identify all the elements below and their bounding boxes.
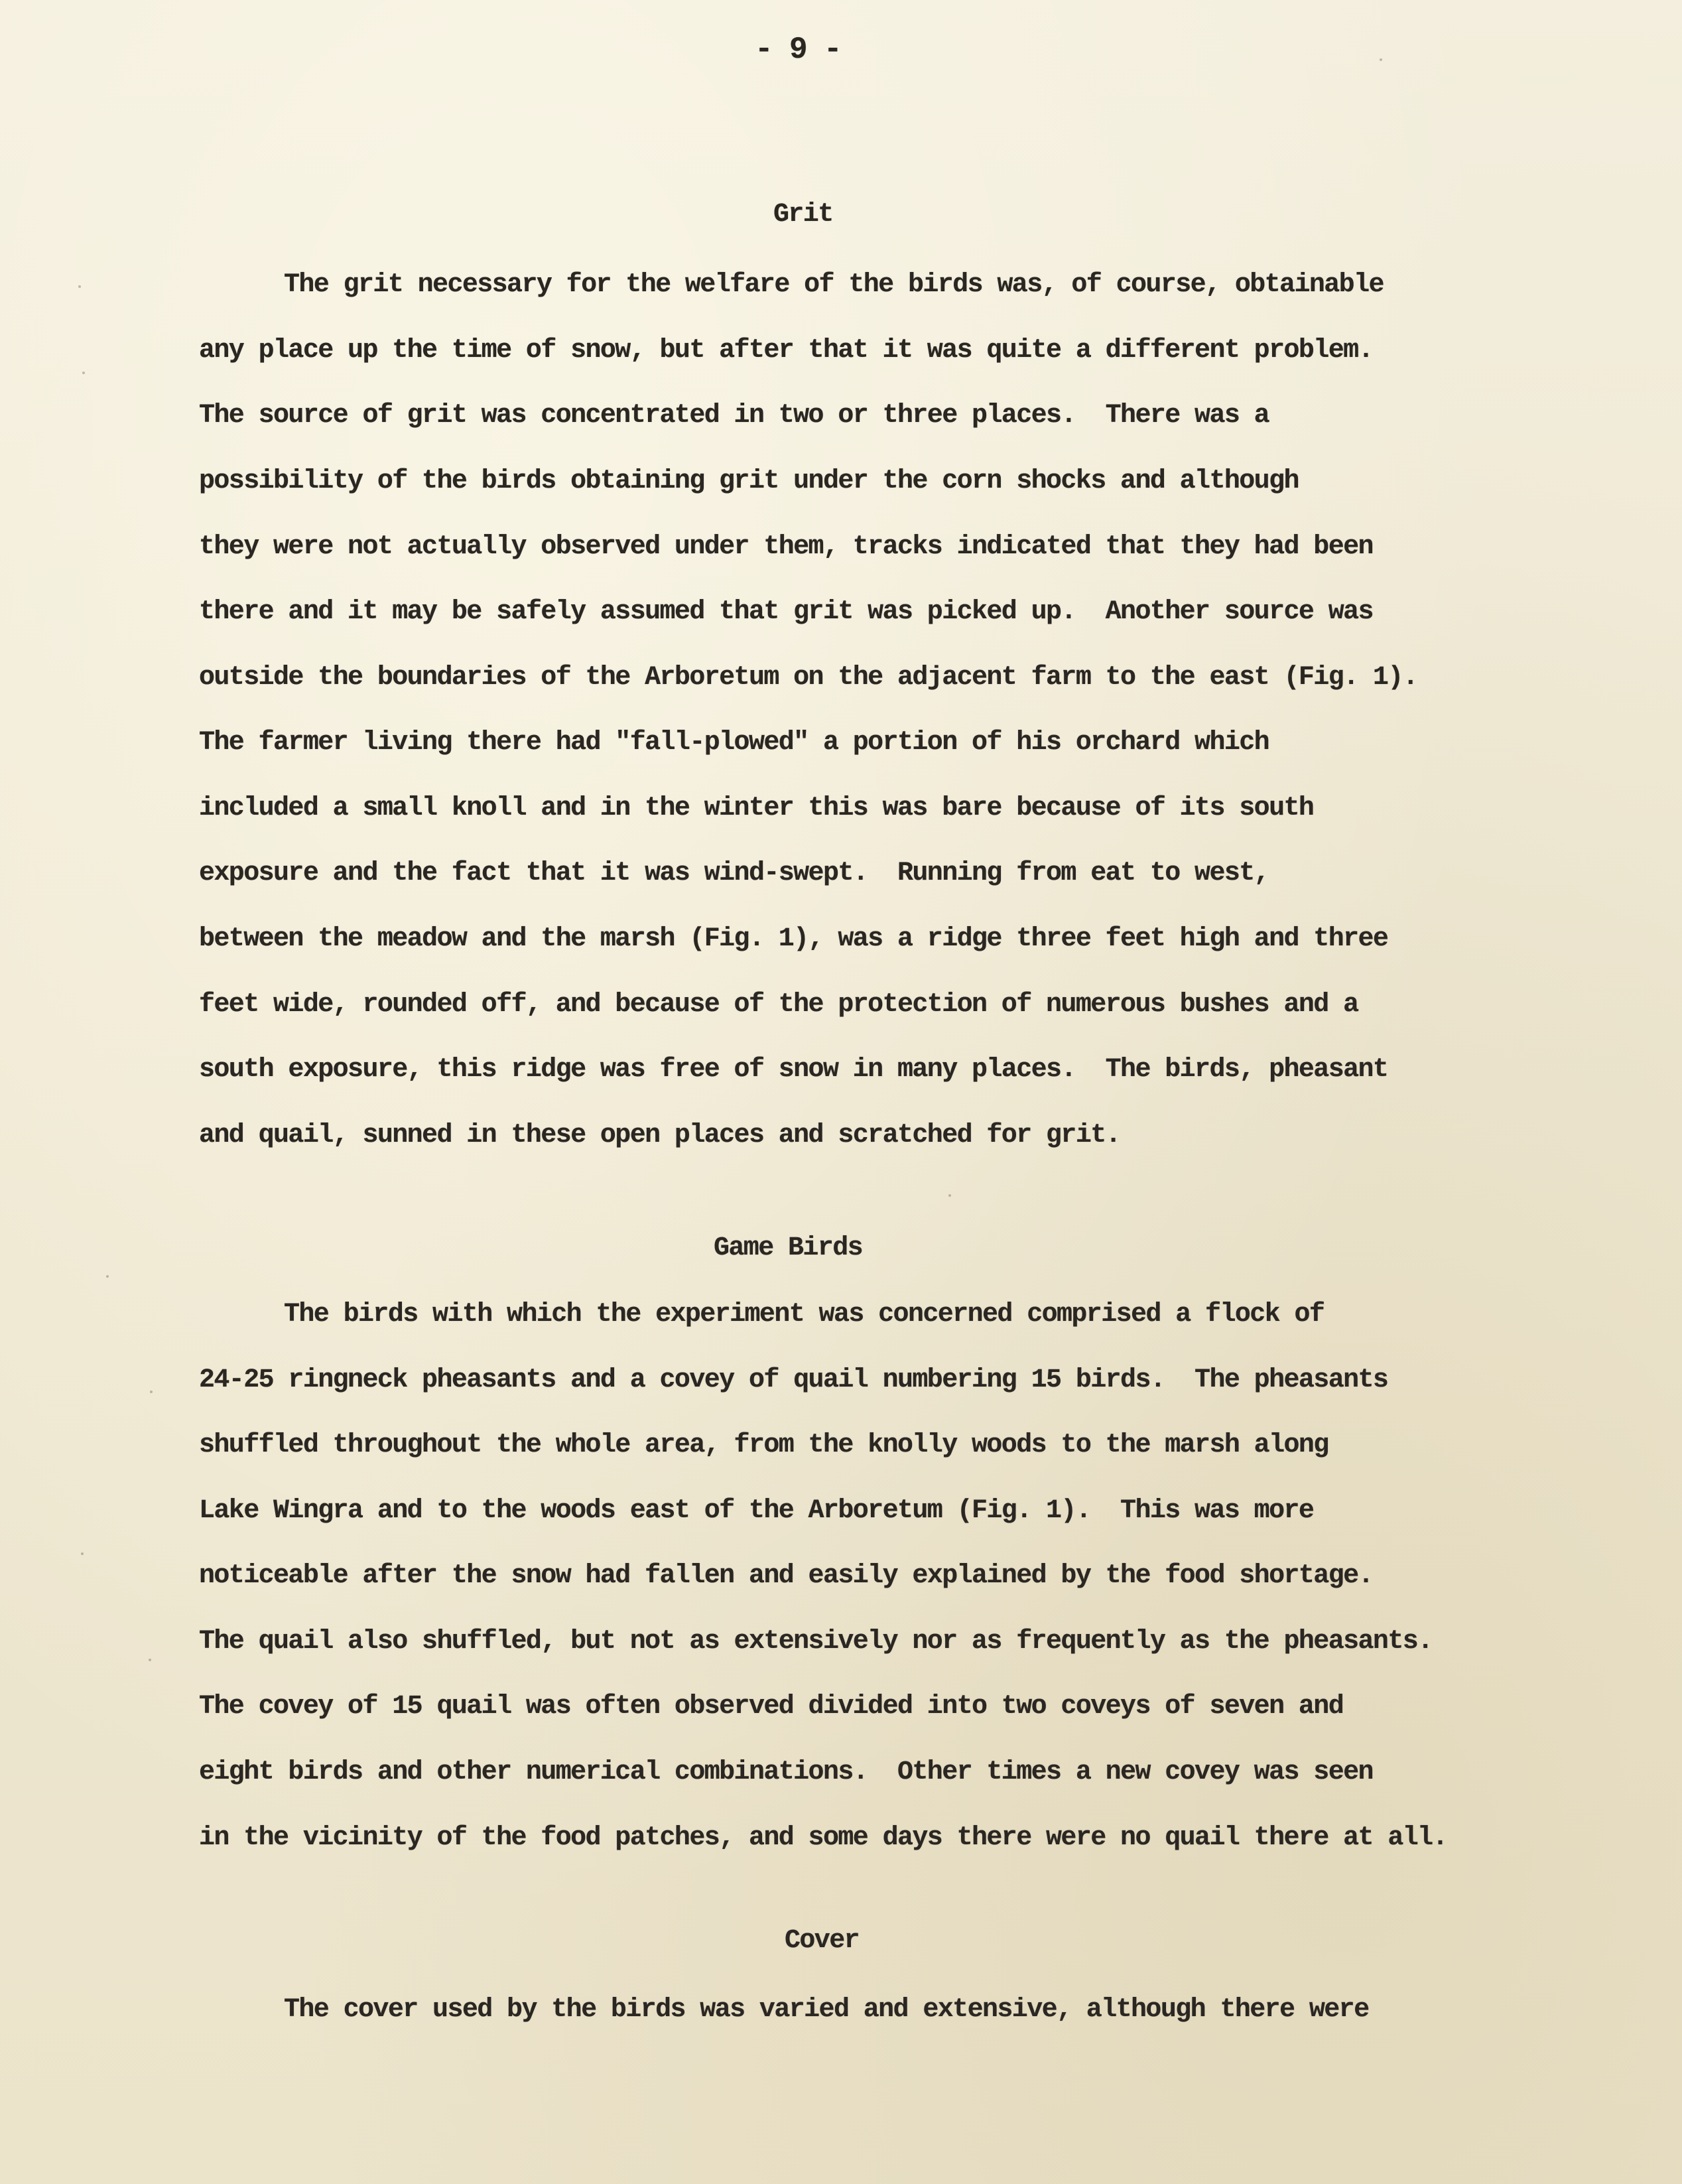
section-heading-cover: Cover	[785, 1926, 860, 1956]
text-line: south exposure, this ridge was free of snow in many places. The birds, pheasant	[199, 1055, 1388, 1085]
paper-speck	[1380, 58, 1382, 61]
text-line: in the vicinity of the food patches, and some days there were no quail there at all.	[199, 1823, 1447, 1853]
text-line: exposure and the fact that it was wind-swept. Running from eat to west,	[199, 858, 1269, 888]
paper-speck	[82, 372, 85, 374]
text-line: The covey of 15 quail was often observed divided into two coveys of seven and	[199, 1692, 1344, 1722]
text-line: 24-25 ringneck pheasants and a covey of quail numbering 15 birds. The pheasants	[199, 1365, 1388, 1395]
text-line: they were not actually observed under them, tracks indicated that they had been	[199, 532, 1373, 562]
text-line: Lake Wingra and to the woods east of the Arboretum (Fig. 1). This was more	[199, 1496, 1314, 1526]
paper-speck	[78, 285, 81, 288]
text-line: any place up the time of snow, but after that it was quite a different problem.	[199, 336, 1373, 366]
section-heading-grit: Grit	[773, 200, 833, 230]
text-line: The farmer living there had "fall-plowed" a portion of his orchard which	[199, 728, 1269, 758]
paper-speck	[81, 1552, 84, 1555]
text-line: The grit necessary for the welfare of the birds was, of course, obtainable	[284, 270, 1384, 300]
paper-speck	[948, 1194, 951, 1197]
text-line: outside the boundaries of the Arboretum on the adjacent farm to the east (Fig. 1).	[199, 663, 1418, 693]
text-line: feet wide, rounded off, and because of the protection of numerous bushes and a	[199, 990, 1358, 1020]
text-line: between the meadow and the marsh (Fig. 1), was a ridge three feet high and three	[199, 924, 1388, 954]
text-line: there and it may be safely assumed that grit was picked up. Another source was	[199, 597, 1373, 627]
text-line: noticeable after the snow had fallen and easily explained by the food shortage.	[199, 1561, 1373, 1591]
section-heading-game-birds: Game Birds	[714, 1233, 863, 1263]
text-line: possibility of the birds obtaining grit under the corn shocks and although	[199, 466, 1299, 496]
text-line: The cover used by the birds was varied and extensive, although there were	[284, 1995, 1369, 2025]
page-number: - 9 -	[755, 33, 842, 67]
paper-speck	[150, 1391, 153, 1393]
text-line: The birds with which the experiment was concerned comprised a flock of	[284, 1300, 1325, 1330]
text-line: eight birds and other numerical combinations. Other times a new covey was seen	[199, 1757, 1373, 1787]
text-line: included a small knoll and in the winter this was bare because of its south	[199, 793, 1314, 823]
paper-speck	[149, 1659, 151, 1661]
text-line: The source of grit was concentrated in two or three places. There was a	[199, 401, 1269, 431]
text-line: shuffled throughout the whole area, from the knolly woods to the marsh along	[199, 1430, 1328, 1460]
text-line: The quail also shuffled, but not as extensively nor as frequently as the pheasants.	[199, 1627, 1433, 1657]
paper-speck	[106, 1275, 109, 1278]
text-line: and quail, sunned in these open places and scratched for grit.	[199, 1121, 1121, 1150]
